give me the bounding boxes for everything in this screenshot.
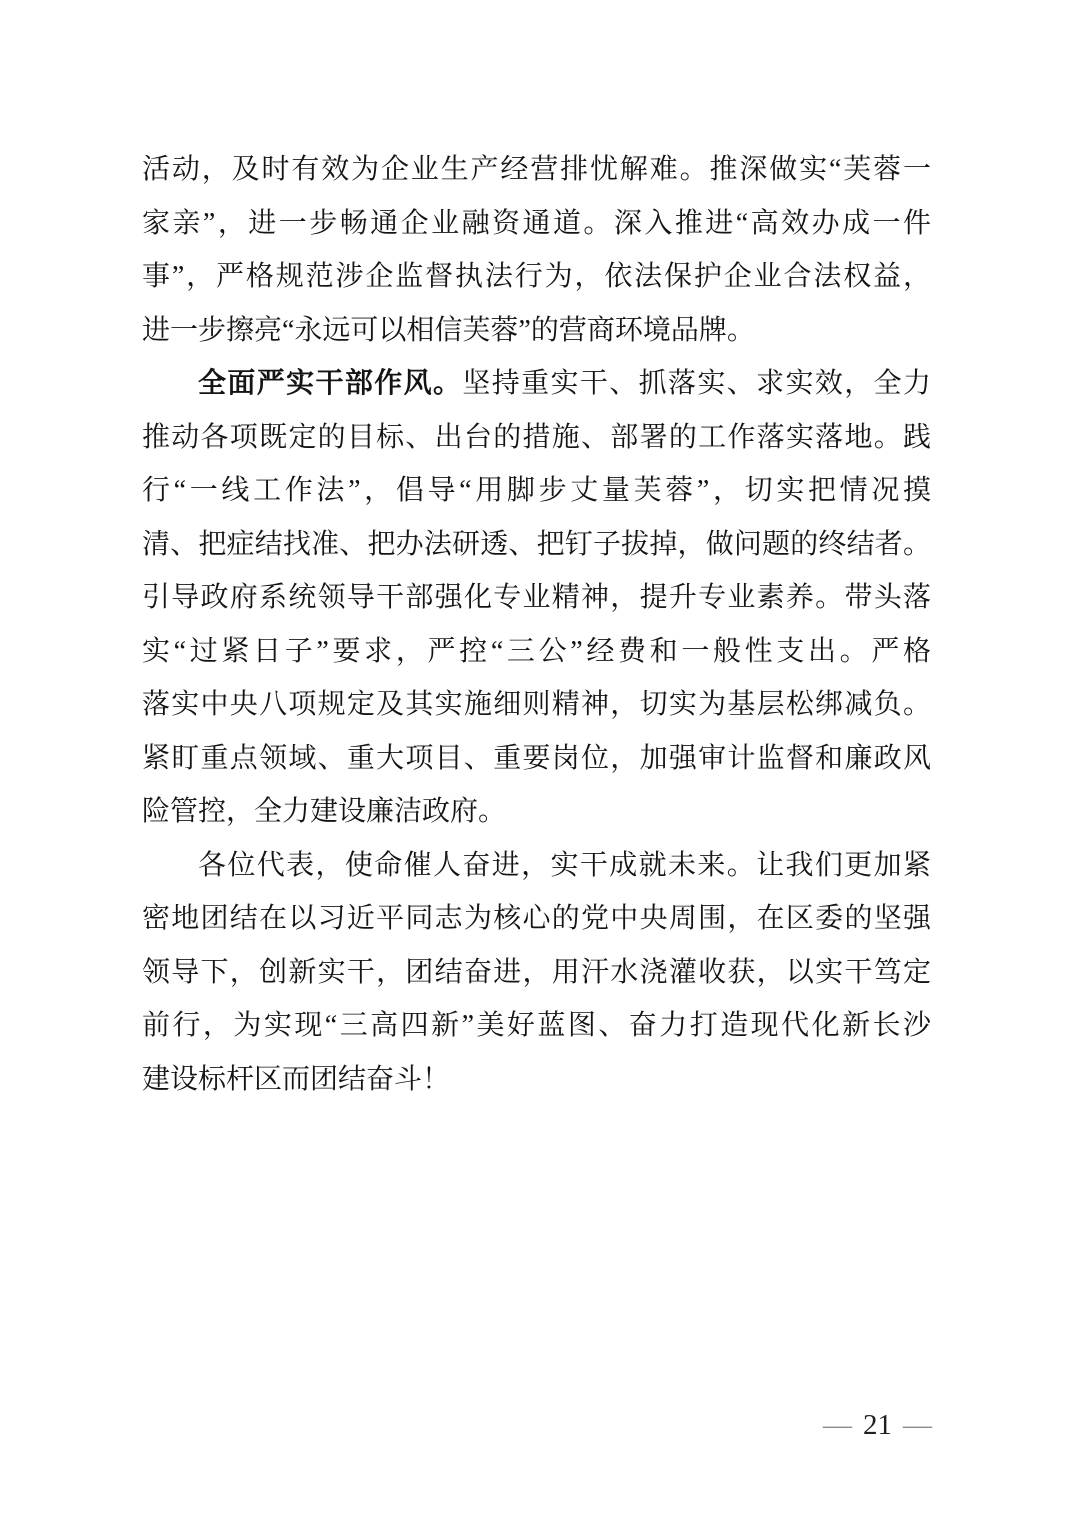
section-heading-bold: 全面严实干部作风。 [198, 368, 463, 399]
text-line: 前行，为实现“三高四新”美好蓝图、奋力打造现代化新长沙 [142, 1010, 931, 1041]
text-line: 推动各项既定的目标、出台的措施、部署的工作落实落地。践 [142, 421, 931, 453]
paragraph-3 [142, 839, 931, 1107]
text-line: 密地团结在以习近平同志为核心的党中央周围，在区委的坚强 [142, 903, 931, 934]
text-line: 险管控，全力建设廉洁政府。 [142, 796, 507, 827]
page-number-dash-right: — [903, 1409, 932, 1441]
text-run: 坚持重实干、抓落实、求实效，全力 [462, 368, 931, 399]
page-number-value: 21 [863, 1409, 892, 1441]
text-line: 家亲”，进一步畅通企业融资通道。深入推进“高效办成一件 [142, 207, 931, 239]
text-line: 清、把症结找准、把办法研透、把钉子拔掉，做问题的终结者。 [142, 528, 931, 560]
text-line: 进一步擦亮“永远可以相信芙蓉”的营商环境品牌。 [142, 314, 755, 346]
document-body [142, 143, 931, 1106]
text-line: 引导政府系统领导干部强化专业精神，提升专业素养。带头落 [142, 582, 931, 613]
paragraph-2 [142, 357, 931, 839]
text-line: 活动，及时有效为企业生产经营排忧解难。推深做实“芙蓉一 [142, 154, 931, 185]
page-number [823, 1404, 932, 1446]
text-line: 实“过紧日子”要求，严控“三公”经费和一般性支出。严格 [142, 635, 931, 667]
page-number-dash-left: — [823, 1409, 852, 1441]
text-line: 各位代表，使命催人奋进，实干成就未来。让我们更加紧 [198, 849, 931, 881]
text-line: 事”，严格规范涉企监督执法行为，依法保护企业合法权益， [142, 261, 931, 292]
text-line: 紧盯重点领域、重大项目、重要岗位，加强审计监督和廉政风 [142, 742, 931, 774]
text-line: 领导下，创新实干，团结奋进，用汗水浇灌收获，以实干笃定 [142, 956, 931, 988]
paragraph-1 [142, 143, 931, 357]
text-line: 建设标杆区而团结奋斗！ [142, 1063, 451, 1095]
text-line [142, 357, 931, 411]
text-line: 行“一线工作法”，倡导“用脚步丈量芙蓉”，切实把情况摸 [142, 475, 931, 506]
text-line: 落实中央八项规定及其实施细则精神，切实为基层松绑减负。 [142, 689, 931, 720]
